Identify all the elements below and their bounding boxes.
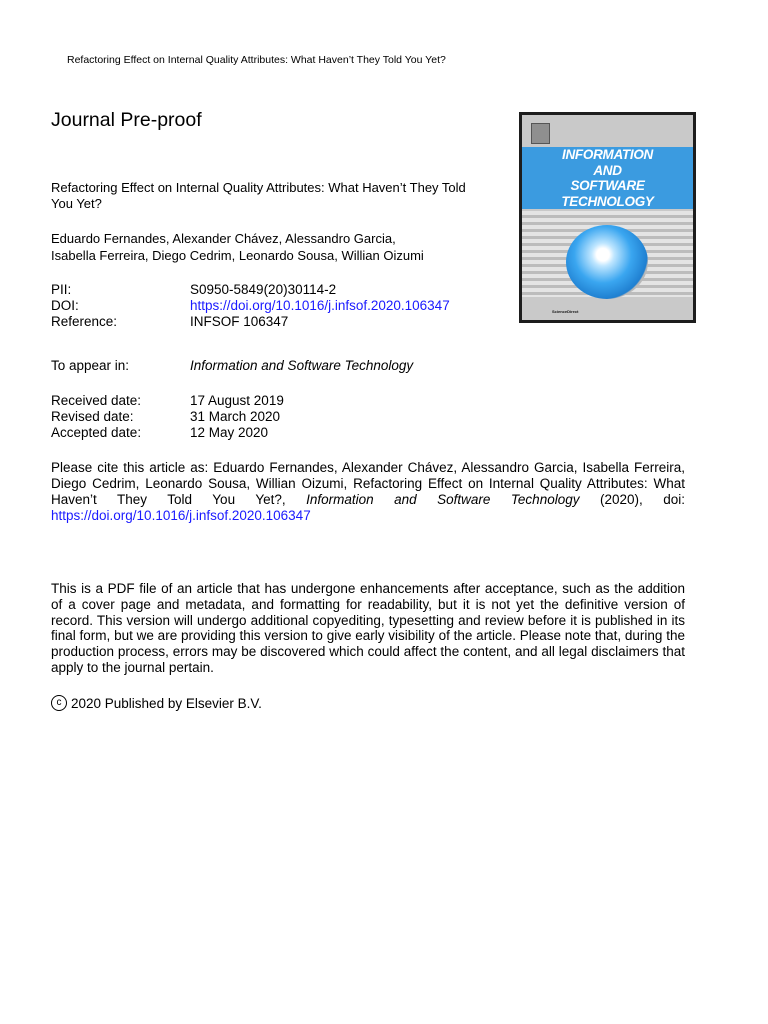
journal-name: Information and Software Technology: [190, 358, 414, 373]
pre-proof-notice: This is a PDF file of an article that has undergone enhancements after acceptance, such as the addition of a cover page and metadata, and formatting for readability, but it is not yet the definitive version of record. This version will undergo additional copyediting, typesetting and review before it is published in its final form, but we are providing this version to give early visibility of the article. Please note that, during the production process, errors may be discovered which could affect the content, and all legal disclaimers that apply to the journal pertain.: [51, 581, 685, 675]
accepted-date: 12 May 2020: [190, 425, 269, 440]
citation-journal: Information and Software Technology: [306, 492, 580, 507]
authors-line: Eduardo Fernandes, Alexander Chávez, Alessandro Garcia,: [51, 231, 396, 246]
cover-panel: [522, 115, 693, 320]
journal-cover-image: [519, 112, 696, 323]
cover-publisher-brand: ScienceDirect: [552, 309, 579, 314]
running-head: Refactoring Effect on Internal Quality Attributes: What Haven’t They Told You Yet?: [67, 54, 446, 66]
copyright-text: 2020 Published by Elsevier B.V.: [71, 695, 262, 711]
revised-date: 31 March 2020: [190, 409, 281, 424]
article-title: Refactoring Effect on Internal Quality Attributes: What Haven’t They Told You Yet?: [51, 180, 466, 211]
citation-year: (2020), doi:: [579, 492, 686, 507]
journal-pre-proof-label: Journal Pre-proof: [51, 109, 202, 131]
citation-doi-link[interactable]: https://doi.org/10.1016/j.infsof.2020.106347: [51, 508, 311, 523]
elsevier-tree-logo-icon: [531, 123, 550, 144]
copyright-icon: c: [51, 695, 67, 711]
copyright-line: [51, 695, 262, 711]
citation-paragraph: [51, 460, 685, 524]
cover-title-band: [522, 147, 693, 209]
revised-label: Revised date:: [51, 409, 134, 424]
reference-label: Reference:: [51, 314, 118, 329]
cover-title-line: TECHNOLOGY: [561, 193, 654, 209]
doi-link[interactable]: https://doi.org/10.1016/j.infsof.2020.106347: [190, 298, 450, 313]
received-date: 17 August 2019: [190, 393, 284, 408]
reference-value: INFSOF 106347: [190, 314, 289, 329]
cover-title-line: SOFTWARE: [570, 178, 645, 193]
doi-label: DOI:: [51, 298, 79, 313]
cover-title-line: INFORMATION: [562, 147, 653, 162]
accepted-label: Accepted date:: [51, 425, 142, 440]
authors-line: Isabella Ferreira, Diego Cedrim, Leonardo Sousa, Willian Oizumi: [51, 247, 424, 263]
cover-disc-graphic: [566, 225, 648, 299]
pii-label: PII:: [51, 282, 72, 297]
appear-in-label: To appear in:: [51, 358, 130, 373]
citation-text: Please cite this article as: Eduardo Fernandes, Alexander Chávez, Alessandro Garcia, Isabella Ferreira, Diego Cedrim, Leonardo Sousa, Willian Oizumi, Refactoring Effect on Internal Quality Attributes: What Haven’t They Told You Yet?,: [51, 460, 685, 507]
received-label: Received date:: [51, 393, 142, 408]
cover-title-line: AND: [593, 162, 622, 178]
pii-value: S0950-5849(20)30114-2: [190, 282, 337, 297]
authors: [51, 231, 481, 264]
